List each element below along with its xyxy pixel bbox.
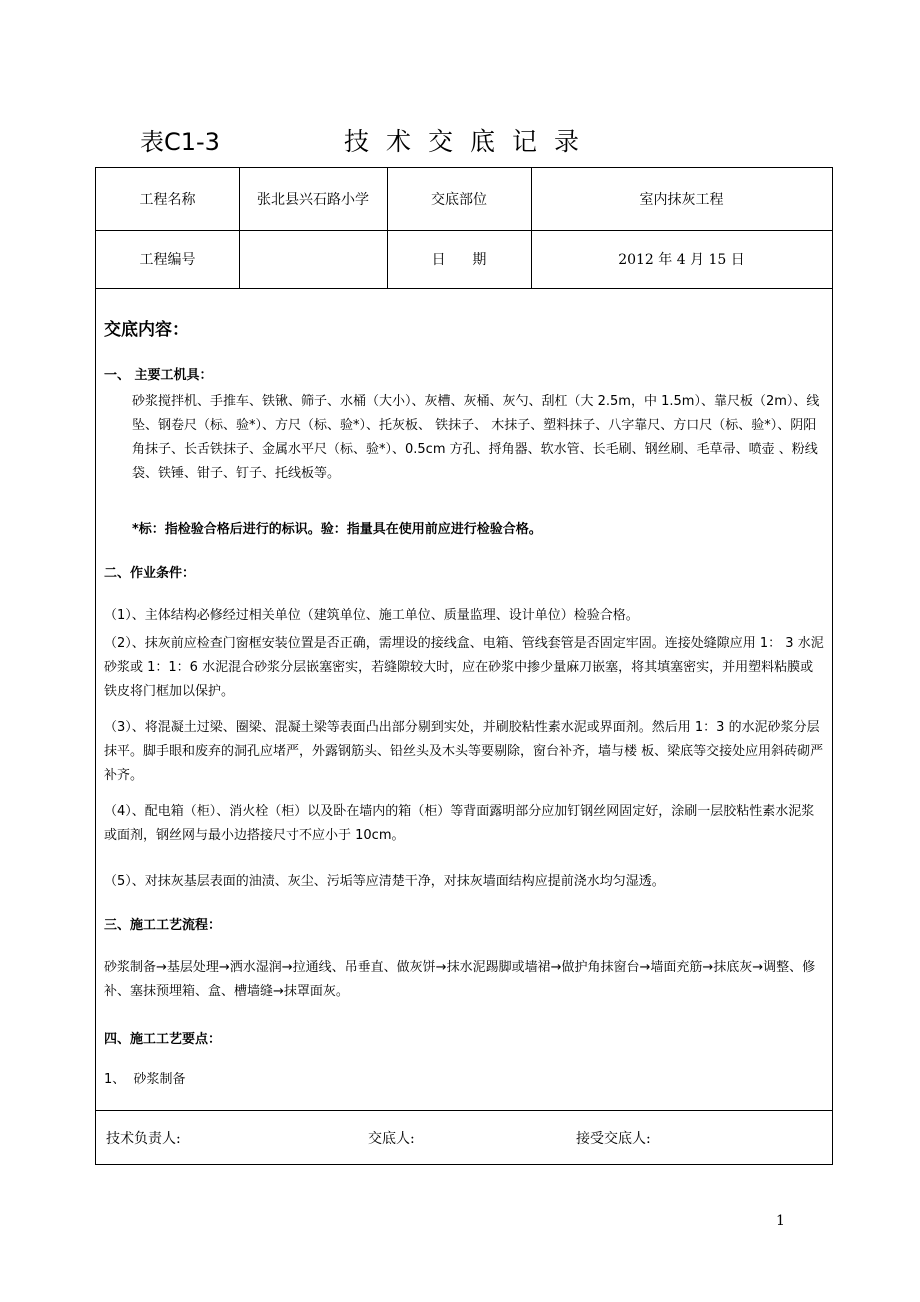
tools-paragraph: 砂浆搅拌机、手推车、铁锹、筛子、水桶（大小）、灰槽、灰桶、灰勺、刮杠（大 2.5m，中 1.5m）、靠尺板（2m）、线坠、钢卷尺（标、验*）、方尺（标、验*）、托灰板、 铁抹子、 木抹子、塑料抹子、八字靠尺、方口尺（标、验*）、阴阳角抹子、长舌铁抹子、金属水平尺（标、验*）、0.5cm 方孔、捋角器、软水管、长毛刷、钢丝刷、毛草帚、喷壶 、粉线袋、铁锤、钳子、钉子、托线板等。 <box>132 394 820 481</box>
date-value: 2012 年 4 月 15 日 <box>618 252 745 268</box>
project-name-label: 工程名称 <box>139 192 196 208</box>
key-point-item: 1、 砂浆制备 <box>104 1072 186 1087</box>
section-title: 四、施工工艺要点： <box>104 1032 222 1047</box>
condition-paragraph: （5）、对抹灰基层表面的油渍、灰尘、污垢等应清楚干净，对抹灰墙面结构应提前浇水均匀湿透。 <box>104 874 665 889</box>
receiver-signature-label: 接受交底人: <box>576 1131 651 1147</box>
tech-lead-signature-label: 技术负责人: <box>106 1131 181 1147</box>
form-code: 表C1-3 <box>140 128 220 156</box>
document-title: 技术交底记录 <box>344 127 597 156</box>
section-title: 二、作业条件： <box>104 566 196 581</box>
project-name-value: 张北县兴石路小学 <box>257 192 369 208</box>
process-flow-paragraph: 砂浆制备→基层处理→洒水湿润→拉通线、吊垂直、做灰饼→抹水泥踢脚或墙裙→做护角抹窗台→墙面充筋→抹底灰→调整、修补、塞抹预埋箱、盒、槽墙缝→抹罩面灰。 <box>104 960 816 999</box>
row-divider <box>96 288 832 289</box>
condition-paragraph: （3）、将混凝土过梁、圈梁、混凝土梁等表面凸出部分剔到实处，并刷胶粘性素水泥或界面剂。然后用 1：3 的水泥砂浆分层抹平。脚手眼和废弃的洞孔应堵严，外露钢筋头、铅丝头及木头等要剔除，窗台补齐，墙与楼 板、梁底等交接处应用斜砖砌严补齐。 <box>104 720 824 783</box>
page-number: 1 <box>776 1213 785 1229</box>
location-label: 交底部位 <box>431 192 487 208</box>
record-form <box>95 167 833 1165</box>
date-label: 日 期 <box>431 252 487 268</box>
condition-paragraph: （2）、抹灰前应检查门窗框安装位置是否正确，需埋设的接线盒、电箱、管线套管是否固定牢固。连接处缝隙应用 1： 3 水泥砂浆或 1：1：6 水泥混合砂浆分层嵌塞密实，若缝隙较大时，应在砂浆中掺少量麻刀嵌塞，将其填塞密实，并用塑料粘膜或铁皮将门框加以保护。 <box>104 636 824 699</box>
condition-paragraph: （4）、配电箱（柜）、消火栓（柜）以及卧在墙内的箱（柜）等背面露明部分应加钉钢丝网固定好，涂刷一层胶粘性素水泥浆或面剂，钢丝网与最小边搭接尺寸不应小于 10cm。 <box>104 804 815 843</box>
tools-note: *标：指检验合格后进行的标识。验：指量具在使用前应进行检验合格。 <box>132 522 542 537</box>
project-no-label: 工程编号 <box>139 252 196 268</box>
location-value: 室内抹灰工程 <box>639 192 724 208</box>
section-title: 一、 主要工机具： <box>104 368 213 383</box>
condition-paragraph: （1）、主体结构必修经过相关单位（建筑单位、施工单位、质量监理、设计单位）检验合格。 <box>104 608 639 623</box>
presenter-signature-label: 交底人: <box>368 1131 415 1147</box>
project-no-value <box>239 230 387 288</box>
signature-row <box>96 1110 832 1166</box>
section-title: 三、施工工艺流程： <box>104 918 222 933</box>
content-heading: 交底内容： <box>104 320 189 340</box>
